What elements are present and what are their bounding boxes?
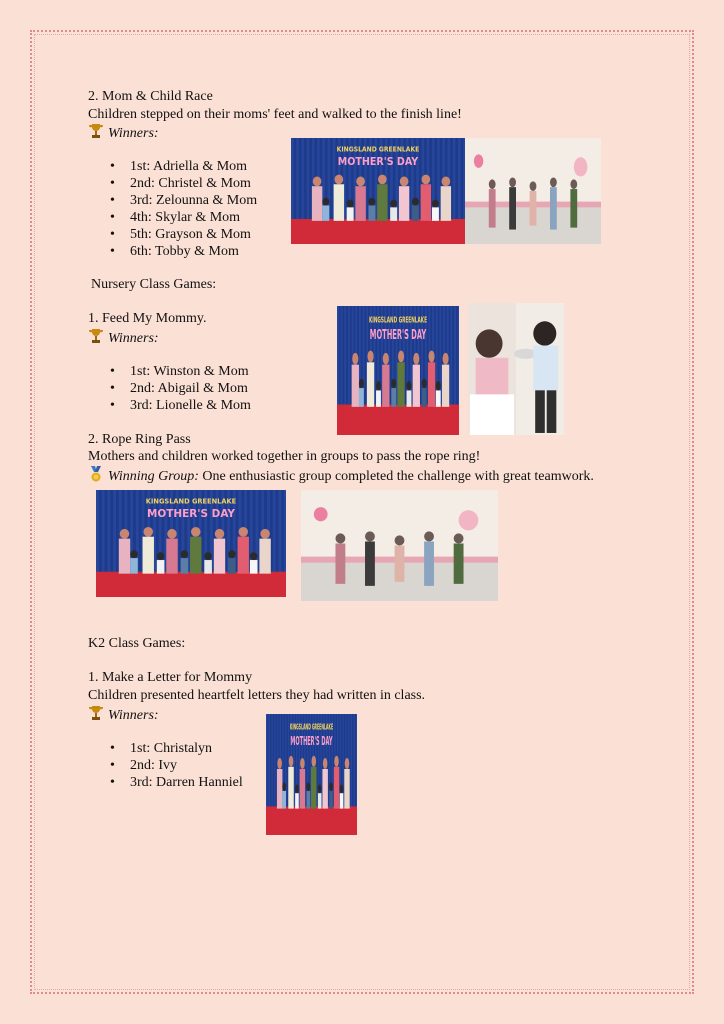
letter-group-photo <box>266 714 357 835</box>
trophy-icon <box>88 123 104 144</box>
list-item: • 3rd: Lionelle & Mom <box>88 397 251 414</box>
race-description: Children stepped on their moms' feet and walked to the finish line! <box>88 107 462 122</box>
race-winners-list <box>88 158 257 260</box>
list-item: • 2nd: Christel & Mom <box>88 175 257 192</box>
list-item: • 4th: Skylar & Mom <box>88 209 257 226</box>
list-item: • 3rd: Darren Hanniel <box>88 774 243 791</box>
rope-description: Mothers and children worked together in groups to pass the rope ring! <box>88 449 481 464</box>
letter-description: Children presented heartfelt letters they had written in class. <box>88 688 426 703</box>
nursery-section-title: Nursery Class Games: <box>91 277 217 292</box>
feed-winners-label <box>88 328 159 349</box>
feed-action-photo <box>468 303 564 435</box>
feed-winners-list <box>88 363 251 414</box>
rope-action-photo <box>301 490 498 601</box>
list-item: • 3rd: Zelounna & Mom <box>88 192 257 209</box>
list-item: • 2nd: Ivy <box>88 757 243 774</box>
trophy-icon <box>88 705 104 726</box>
race-winners-label <box>88 123 159 144</box>
letter-winners-label <box>88 705 159 726</box>
list-item: • 1st: Christalyn <box>88 740 243 757</box>
list-item: • 1st: Adriella & Mom <box>88 158 257 175</box>
medal-icon <box>88 466 104 487</box>
letter-winners-list <box>88 740 243 791</box>
list-item: • 1st: Winston & Mom <box>88 363 251 380</box>
rope-group-photo <box>96 490 286 597</box>
feed-group-photo <box>337 306 459 435</box>
letter-heading: 1. Make a Letter for Mommy <box>88 670 253 685</box>
race-heading: 2. Mom & Child Race <box>88 89 213 104</box>
race-winners-text: Winners: <box>108 126 159 141</box>
rope-winning-label: Winning Group: <box>108 469 199 484</box>
letter-winners-text: Winners: <box>108 708 159 723</box>
rope-winning-text: One enthusiastic group completed the challenge with great teamwork. <box>202 469 594 484</box>
race-action-photo <box>465 138 601 244</box>
list-item: • 2nd: Abigail & Mom <box>88 380 251 397</box>
feed-winners-text: Winners: <box>108 331 159 346</box>
rope-heading: 2. Rope Ring Pass <box>88 432 191 447</box>
k2-section-title: K2 Class Games: <box>88 636 186 651</box>
feed-heading: 1. Feed My Mommy. <box>88 311 207 326</box>
rope-winning-group <box>88 466 594 487</box>
list-item: • 5th: Grayson & Mom <box>88 226 257 243</box>
race-group-photo <box>291 138 465 244</box>
list-item: • 6th: Tobby & Mom <box>88 243 257 260</box>
trophy-icon <box>88 328 104 349</box>
